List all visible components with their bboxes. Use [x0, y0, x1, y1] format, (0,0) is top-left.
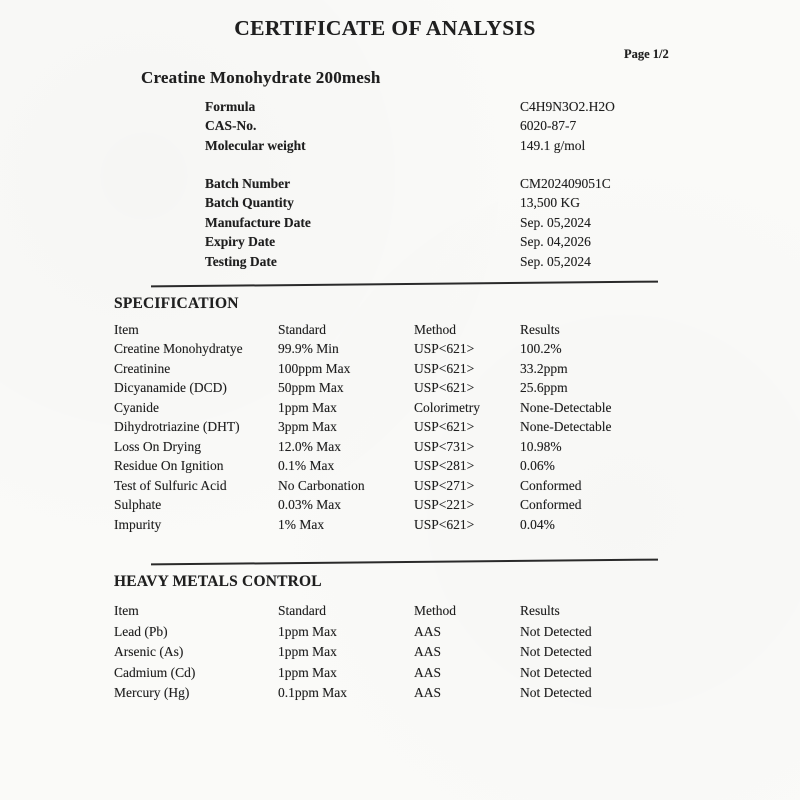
info-row-batch-quantity	[205, 193, 611, 212]
cell-method: USP<731>	[414, 438, 475, 454]
info-value: 13,500 KG	[520, 195, 580, 211]
cell-item: Creatine Monohydratye	[114, 341, 243, 357]
cell-method: AAS	[414, 644, 442, 660]
cell-results: 100.2%	[520, 341, 562, 357]
cell-method: USP<271>	[414, 477, 475, 493]
cell-results: 0.06%	[520, 458, 555, 474]
info-label: Testing Date	[205, 253, 277, 269]
table-header-row	[114, 320, 720, 339]
info-value: Sep. 05,2024	[520, 253, 591, 269]
cell-standard: No Carbonation	[278, 477, 365, 493]
info-row-batch-number	[205, 174, 611, 193]
info-row-testing-date	[205, 252, 611, 271]
cell-item: Mercury (Hg)	[114, 685, 190, 701]
page-title: CERTIFICATE OF ANALYSIS	[234, 16, 536, 40]
cell-results: Not Detected	[520, 644, 592, 660]
info-label: Molecular weight	[205, 137, 306, 153]
table-row	[114, 378, 720, 397]
cell-method: USP<281>	[414, 458, 475, 474]
info-value: Sep. 04,2026	[520, 234, 591, 250]
divider-line-heavy-metals	[151, 559, 658, 566]
cell-results: None-Detectable	[520, 399, 612, 415]
column-header-results: Results	[520, 603, 560, 618]
cell-item: Sulphate	[114, 497, 162, 513]
table-row	[114, 456, 720, 475]
cell-standard: 3ppm Max	[278, 419, 337, 435]
cell-standard: 99.9% Min	[278, 341, 339, 357]
cell-item: Test of Sulfuric Acid	[114, 477, 227, 493]
heavy-metals-table	[114, 601, 720, 704]
cell-item: Arsenic (As)	[114, 644, 184, 660]
column-header-results: Results	[520, 322, 560, 337]
cell-results: Conformed	[520, 477, 582, 493]
column-header-item: Item	[114, 603, 139, 618]
product-name: Creatine Monohydrate 200mesh	[141, 68, 381, 87]
cell-standard: 0.03% Max	[278, 497, 341, 513]
cell-standard: 1ppm Max	[278, 399, 337, 415]
column-header-standard: Standard	[278, 322, 326, 337]
info-label: Manufacture Date	[205, 214, 311, 230]
info-row-formula	[205, 97, 615, 116]
cell-item: Dihydrotriazine (DHT)	[114, 419, 240, 435]
table-row	[114, 417, 720, 436]
table-row	[114, 642, 720, 663]
cell-standard: 1ppm Max	[278, 664, 337, 680]
info-row-molecular-weight	[205, 136, 615, 155]
batch-info-section	[205, 174, 611, 271]
cell-item: Dicyanamide (DCD)	[114, 380, 227, 396]
column-header-method: Method	[414, 603, 456, 618]
column-header-standard: Standard	[278, 603, 326, 618]
cell-standard: 100ppm Max	[278, 360, 351, 376]
page-number: Page 1/2	[624, 47, 669, 61]
info-label: Batch Number	[205, 176, 291, 191]
info-value: C4H9N3O2.H2O	[520, 99, 615, 114]
specification-heading: SPECIFICATION	[114, 295, 239, 312]
table-row	[114, 515, 720, 534]
column-header-method: Method	[414, 322, 456, 337]
cell-method: Colorimetry	[414, 399, 480, 415]
info-value: 6020-87-7	[520, 118, 577, 134]
column-header-item: Item	[114, 322, 139, 337]
cell-results: 33.2ppm	[520, 360, 568, 376]
cell-method: USP<621>	[414, 360, 475, 376]
info-label: CAS-No.	[205, 118, 257, 134]
cell-results: Not Detected	[520, 664, 592, 680]
cell-results: Conformed	[520, 497, 582, 513]
info-label: Expiry Date	[205, 234, 276, 250]
info-value: CM202409051C	[520, 176, 611, 191]
cell-item: Cadmium (Cd)	[114, 664, 196, 680]
table-row	[114, 339, 720, 358]
product-info-section	[205, 97, 615, 155]
cell-item: Loss On Drying	[114, 438, 201, 454]
cell-item: Lead (Pb)	[114, 623, 168, 639]
cell-standard: 1ppm Max	[278, 644, 337, 660]
table-header-row	[114, 601, 720, 622]
cell-method: AAS	[414, 623, 442, 639]
cell-method: USP<621>	[414, 516, 475, 532]
table-row	[114, 663, 720, 684]
cell-standard: 12.0% Max	[278, 438, 341, 454]
cell-item: Cyanide	[114, 399, 159, 415]
cell-item: Residue On Ignition	[114, 458, 224, 474]
cell-method: AAS	[414, 664, 442, 680]
cell-results: Not Detected	[520, 623, 592, 639]
table-row	[114, 398, 720, 417]
cell-item: Impurity	[114, 516, 162, 532]
cell-results: None-Detectable	[520, 419, 612, 435]
info-value: 149.1 g/mol	[520, 137, 586, 153]
cell-method: USP<221>	[414, 497, 475, 513]
cell-results: 10.98%	[520, 438, 562, 454]
cell-method: AAS	[414, 685, 442, 701]
cell-standard: 0.1% Max	[278, 458, 335, 474]
table-row	[114, 683, 720, 704]
info-value: Sep. 05,2024	[520, 214, 591, 230]
cell-method: USP<621>	[414, 419, 475, 435]
cell-standard: 1ppm Max	[278, 623, 337, 639]
specification-table	[114, 320, 720, 534]
cell-method: USP<621>	[414, 380, 475, 396]
table-row	[114, 622, 720, 643]
cell-standard: 1% Max	[278, 516, 325, 532]
cell-results: Not Detected	[520, 685, 592, 701]
heavy-metals-heading: HEAVY METALS CONTROL	[114, 573, 322, 590]
table-row	[114, 437, 720, 456]
cell-method: USP<621>	[414, 341, 475, 357]
cell-item: Creatinine	[114, 360, 171, 376]
info-row-expiry-date	[205, 232, 611, 251]
cell-results: 25.6ppm	[520, 380, 568, 396]
cell-standard: 0.1ppm Max	[278, 685, 347, 701]
table-row	[114, 495, 720, 514]
info-label: Batch Quantity	[205, 195, 294, 211]
cell-standard: 50ppm Max	[278, 380, 344, 396]
cell-results: 0.04%	[520, 516, 555, 532]
divider-line-specification	[151, 281, 658, 288]
table-row	[114, 476, 720, 495]
info-row-manufacture-date	[205, 213, 611, 232]
info-label: Formula	[205, 99, 256, 114]
info-row-cas	[205, 116, 615, 135]
table-row	[114, 359, 720, 378]
